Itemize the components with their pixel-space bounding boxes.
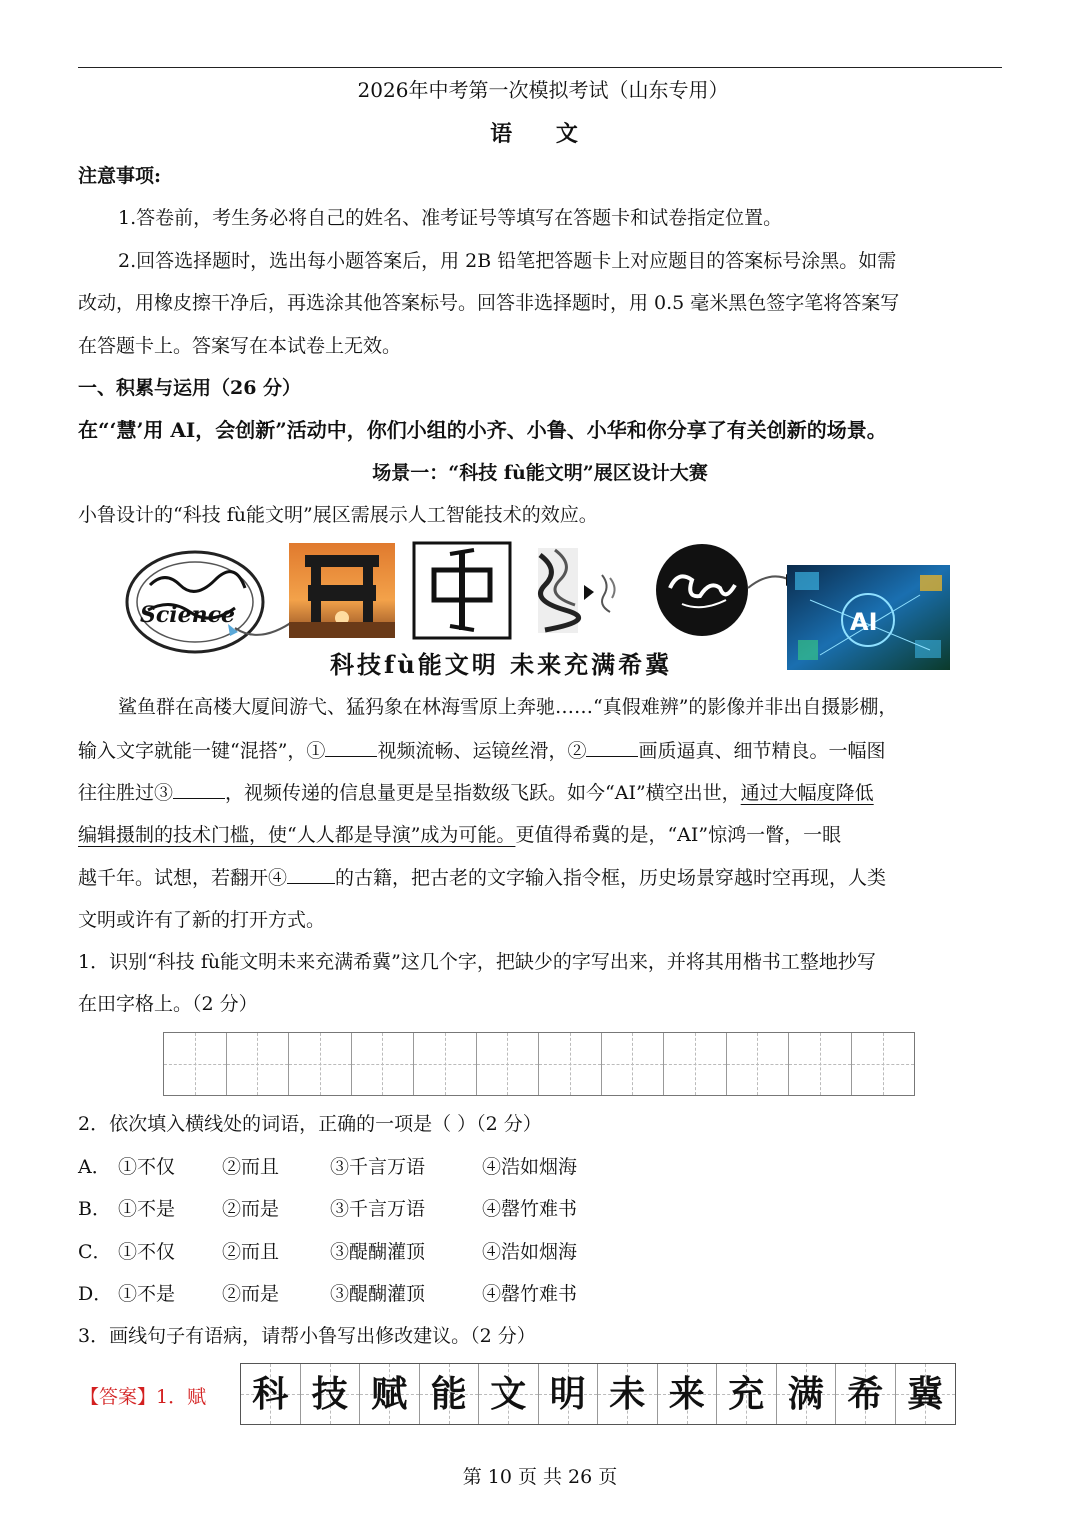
ink-landscape-image xyxy=(538,548,615,633)
scene-description: 小鲁设计的“科技 fù能文明”展区需展示人工智能技术的效应。 xyxy=(78,504,598,526)
grid-cell[interactable] xyxy=(414,1033,477,1095)
answer-char: 明 xyxy=(549,1373,586,1415)
page-footer: 第 10 页 共 26 页 xyxy=(462,1466,618,1488)
notice-item-1: 1.答卷前，考生务必将自己的姓名、准考证号等填写在答题卡和试卷指定位置。 xyxy=(118,207,783,229)
grid-cell[interactable] xyxy=(289,1033,352,1095)
underlined-sentence-part2: 编辑摄制的技术门槛，使“人人都是导演”成为可能。 xyxy=(78,824,516,846)
grid-cell[interactable] xyxy=(539,1033,602,1095)
section1-intro: 在“‘慧’用 AI，会创新”活动中，你们小组的小齐、小鲁、小华和你分享了有关创新的场景。 xyxy=(78,418,887,442)
grid-cell[interactable] xyxy=(164,1033,227,1095)
underlined-sentence-part1: 通过大幅度降低 xyxy=(740,782,874,804)
answer-grid-cell xyxy=(836,1364,896,1424)
question-3-stem: 3．画线句子有语病，请帮小鲁写出修改建议。（2 分） xyxy=(78,1325,536,1347)
svg-text:AI: AI xyxy=(850,608,878,636)
passage-line-4: 编辑摄制的技术门槛，使“人人都是导演”成为可能。更值得希冀的是，“AI”惊鸿一瞥，一眼 xyxy=(78,824,842,846)
grid-cell[interactable] xyxy=(477,1033,540,1095)
grid-cell[interactable] xyxy=(727,1033,790,1095)
science-seal-image xyxy=(127,552,295,652)
ai-technology-image xyxy=(787,565,950,670)
passage-line-6: 文明或许有了新的打开方式。 xyxy=(78,909,326,931)
blank-tianzi-grid[interactable] xyxy=(163,1032,915,1096)
answer-char: 文 xyxy=(490,1373,527,1415)
notice-item-2-line1: 2.回答选择题时，选出每小题答案后，用 2B 铅笔把答题卡上对应题目的答案标号涂黑。如需 xyxy=(118,250,897,272)
notice-item-2-line3: 在答题卡上。答案写在本试卷上无效。 xyxy=(78,335,402,357)
passage-line-1: 鲨鱼群在高楼大厦间游弋、猛犸象在林海雪原上奔驰……“真假难辨”的影像并非出自摄影棚， xyxy=(118,696,898,718)
answer-grid-cell xyxy=(241,1364,301,1424)
oracle-character-image xyxy=(414,543,510,638)
answer-grid-cell xyxy=(479,1364,539,1424)
answer-grid-cell xyxy=(658,1364,718,1424)
answer-grid-cell xyxy=(896,1364,956,1424)
answer-tianzi-grid xyxy=(240,1363,956,1425)
answer-char: 冀 xyxy=(907,1373,944,1415)
svg-text:Science: Science xyxy=(140,602,236,628)
question-1-line1: 1．识别“科技 fù能文明未来充满希冀”这几个字，把缺少的字写出来，并将其用楷书工整地抄写 xyxy=(78,951,876,973)
answer-char: 科 xyxy=(252,1373,289,1415)
passage-line-5: 越千年。试想，若翻开④ 的古籍，把古老的文字输入指令框，历史场景穿越时空再现，人类 xyxy=(78,867,887,889)
answer-char: 能 xyxy=(430,1373,467,1415)
answer-char: 满 xyxy=(787,1373,824,1415)
answer-char: 来 xyxy=(668,1373,705,1415)
passage-line-2: 输入文字就能一键“混搭”，① 视频流畅、运镜丝滑，② 画质逼真、细节精良。一幅图 xyxy=(78,740,886,762)
china-calligraphy-logo-image xyxy=(656,544,796,636)
answer-grid-cell xyxy=(777,1364,837,1424)
notice-heading: 注意事项: xyxy=(78,165,162,187)
question-2-stem: 2．依次填入横线处的词语，正确的一项是（ ）（2 分） xyxy=(78,1113,542,1135)
answer-grid-cell xyxy=(301,1364,361,1424)
section1-heading: 一、积累与运用（26 分） xyxy=(78,377,302,399)
answer-grid-cell xyxy=(360,1364,420,1424)
answer-label: 【答案】1．赋 xyxy=(80,1386,207,1408)
subject-title: 语 文 xyxy=(490,121,596,147)
header-rule xyxy=(78,67,1002,68)
grid-cell[interactable] xyxy=(602,1033,665,1095)
scene-title: 场景一：“科技 fù能文明”展区设计大赛 xyxy=(372,462,708,484)
answer-grid-cell xyxy=(420,1364,480,1424)
question-1-line2: 在田字格上。（2 分） xyxy=(78,993,258,1015)
grid-cell[interactable] xyxy=(664,1033,727,1095)
answer-grid-cell xyxy=(717,1364,777,1424)
answer-char: 充 xyxy=(728,1373,765,1415)
grid-cell[interactable] xyxy=(852,1033,915,1095)
grid-cell[interactable] xyxy=(227,1033,290,1095)
answer-grid-cell xyxy=(598,1364,658,1424)
answer-grid-cell xyxy=(539,1364,599,1424)
grid-cell[interactable] xyxy=(789,1033,852,1095)
notice-item-2-line2: 改动，用橡皮擦干净后，再选涂其他答案标号。回答非选择题时，用 0.5 毫米黑色签字笔将答案写 xyxy=(78,292,900,314)
answer-char: 赋 xyxy=(371,1373,408,1415)
exhibit-banner-text: 科技fù能文明 未来充满希冀 xyxy=(330,650,673,679)
bronze-ding-sunset-image xyxy=(289,543,395,638)
grid-cell[interactable] xyxy=(352,1033,415,1095)
answer-char: 未 xyxy=(609,1373,646,1415)
answer-char: 技 xyxy=(311,1373,348,1415)
exam-title: 2026年中考第一次模拟考试（山东专用） xyxy=(357,78,729,102)
answer-char: 希 xyxy=(847,1373,884,1415)
passage-line-3: 往往胜过③ ，视频传递的信息量更是呈指数级飞跃。如今“AI”横空出世，通过大幅度降低 xyxy=(78,782,874,804)
